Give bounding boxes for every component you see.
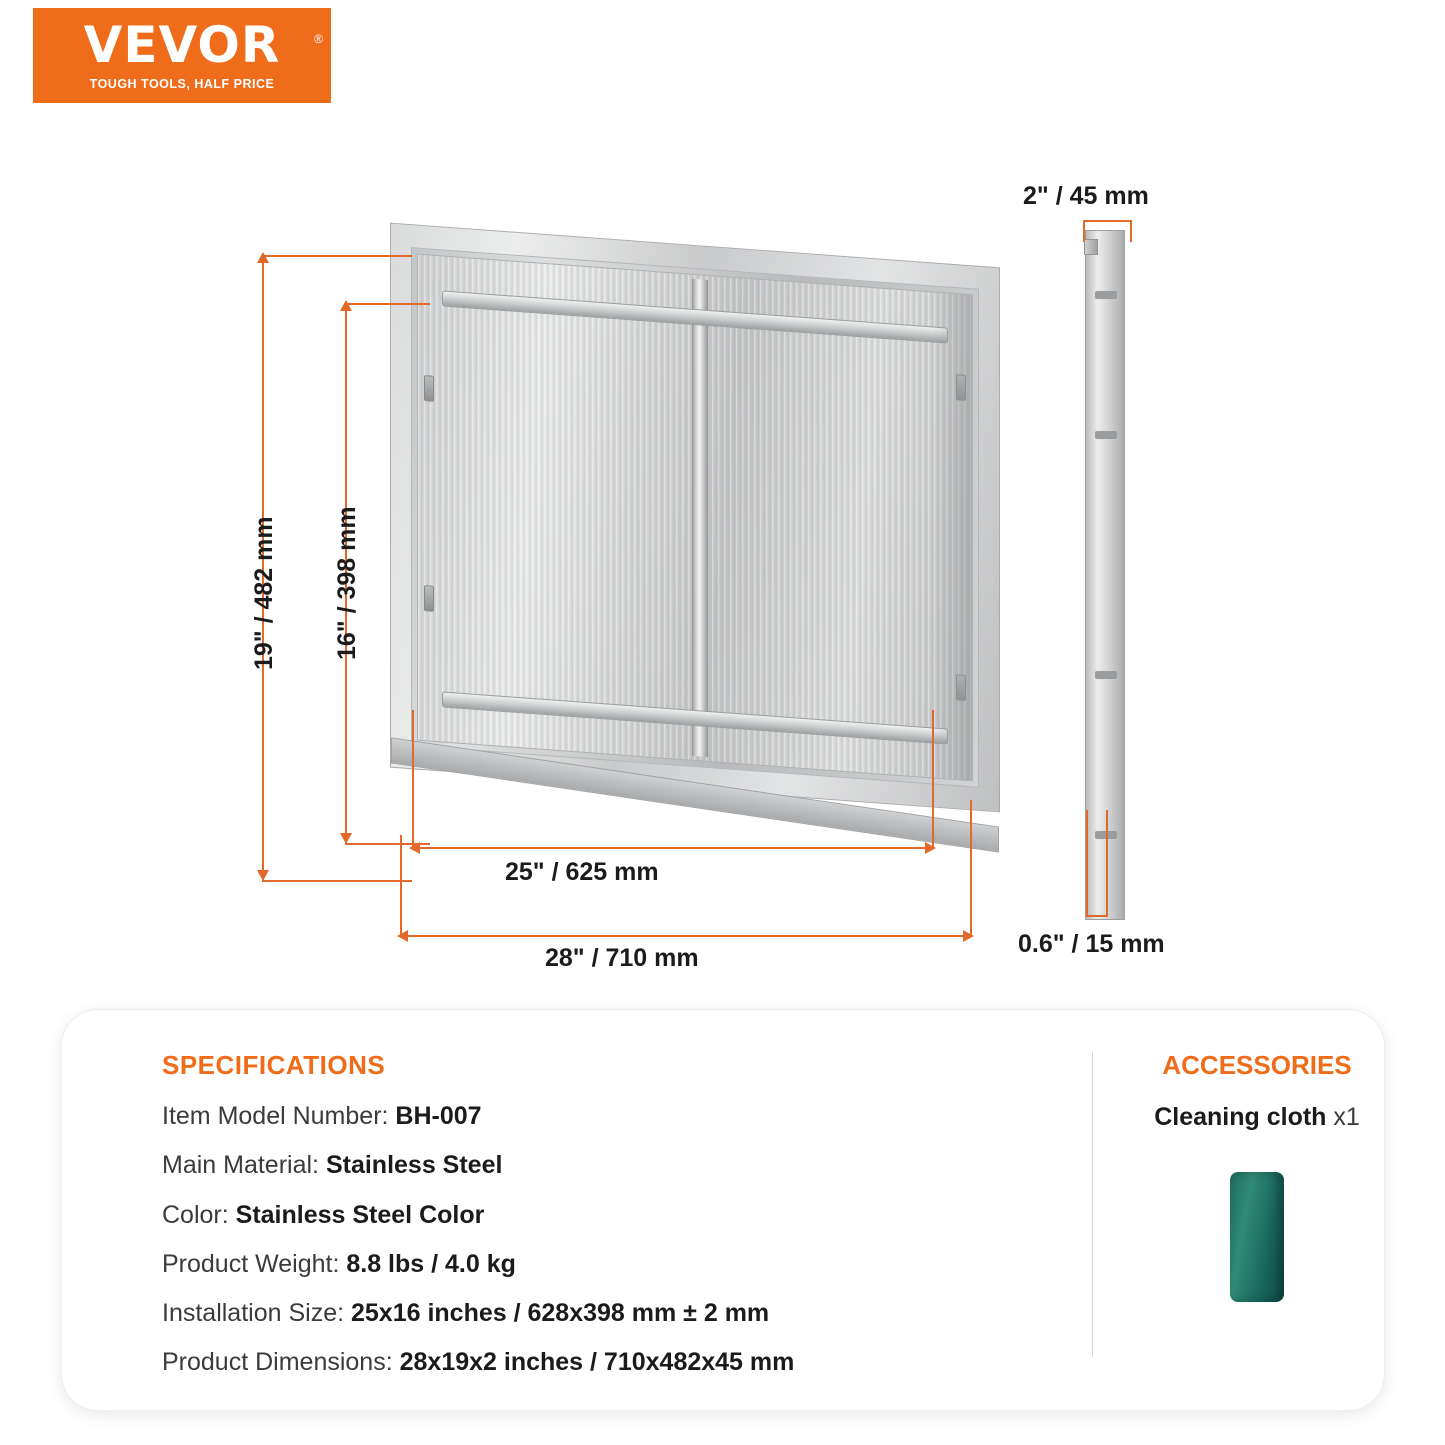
- side-notch-mid-lower: [1095, 671, 1117, 679]
- extline-depth-left: [1083, 220, 1085, 242]
- brand-logo: [33, 8, 331, 103]
- cleaning-cloth-image: [1230, 1172, 1284, 1302]
- extline-flange-left: [1086, 810, 1088, 915]
- spec-value: Stainless Steel Color: [235, 1200, 485, 1229]
- dim-depth-label: 2" / 45 mm: [1023, 182, 1149, 210]
- side-notch-upper: [1095, 291, 1117, 299]
- spec-value: Stainless Steel: [325, 1151, 503, 1180]
- dimline-cutout-width: [412, 847, 932, 849]
- arrowhead-cutout-height-top: [340, 300, 352, 311]
- spec-value: 8.8 lbs / 4.0 kg: [346, 1249, 516, 1278]
- spec-row: [162, 1347, 992, 1378]
- arrowhead-cutout-width-right: [925, 842, 936, 854]
- spec-row: [162, 1298, 992, 1329]
- registered-mark: ®: [314, 32, 323, 46]
- arrowhead-overall-width-right: [963, 930, 974, 942]
- product-dimension-diagram: [0, 110, 1445, 1000]
- extline-overall-height-bottom: [262, 880, 412, 882]
- dim-overall-height-label: 19" / 482 mm: [250, 516, 278, 670]
- dimline-depth: [1083, 220, 1131, 222]
- side-top-tab: [1084, 239, 1098, 255]
- extline-cutout-height-top: [345, 303, 430, 305]
- brand-tagline: TOUGH TOOLS, HALF PRICE: [89, 77, 275, 91]
- dim-cutout-width-label: 25" / 625 mm: [505, 858, 659, 886]
- spec-label: Main Material:: [162, 1151, 319, 1180]
- accessory-item: [1137, 1103, 1377, 1132]
- specifications-title: SPECIFICATIONS: [162, 1050, 386, 1080]
- dim-overall-width-label: 28" / 710 mm: [545, 944, 699, 972]
- hinge-left-lower: [424, 585, 434, 612]
- door-center-seam: [692, 279, 708, 757]
- specifications-section: [162, 1050, 992, 1397]
- spec-label: Product Weight:: [162, 1249, 340, 1278]
- door-inner-frame: [411, 247, 979, 788]
- spec-label: Color:: [162, 1200, 229, 1229]
- spec-label: Product Dimensions:: [162, 1348, 393, 1377]
- spec-row: [162, 1101, 992, 1132]
- extline-flange-right: [1106, 810, 1108, 915]
- accessory-name: Cleaning cloth: [1154, 1103, 1327, 1131]
- extline-overall-width-left: [400, 835, 402, 935]
- arrowhead-overall-width-left: [397, 930, 408, 942]
- accessories-section: [1137, 1050, 1377, 1302]
- spec-value: BH-007: [395, 1102, 482, 1130]
- spec-label: Installation Size:: [162, 1299, 345, 1327]
- spec-row: [162, 1200, 992, 1231]
- door-outer-frame: [390, 223, 1000, 813]
- spec-label: Item Model Number:: [162, 1102, 389, 1130]
- side-notch-mid-upper: [1095, 431, 1117, 439]
- arrowhead-overall-height-top: [257, 252, 269, 263]
- extline-cutout-width-right: [932, 710, 934, 847]
- spec-value: 28x19x2 inches / 710x482x45 mm: [399, 1348, 795, 1377]
- product-side-view: [1085, 230, 1125, 920]
- extline-overall-width-right: [970, 800, 972, 935]
- panel-edge-shading: [932, 292, 972, 780]
- arrowhead-cutout-width-left: [409, 842, 420, 854]
- hinge-left-upper: [424, 375, 434, 402]
- accessory-quantity: x1: [1333, 1103, 1360, 1131]
- card-divider: [1092, 1052, 1093, 1357]
- info-card: [62, 1010, 1384, 1410]
- dimline-overall-width: [400, 935, 970, 937]
- extline-overall-height-top: [262, 255, 412, 257]
- spec-value: 25x16 inches / 628x398 mm ± 2 mm: [351, 1299, 770, 1327]
- product-front-view: [390, 245, 1000, 810]
- dim-cutout-height-label: 16" / 398 mm: [333, 506, 361, 660]
- spec-row: [162, 1150, 992, 1181]
- spec-row: [162, 1249, 992, 1280]
- door-panel: [417, 254, 973, 782]
- dimline-flange: [1086, 915, 1108, 917]
- brand-name: VEVOR: [83, 16, 281, 74]
- extline-depth-right: [1130, 220, 1132, 242]
- side-profile-body: [1085, 230, 1125, 920]
- accessories-title: ACCESSORIES: [1162, 1050, 1352, 1080]
- dim-flange-label: 0.6" / 15 mm: [1018, 930, 1165, 958]
- extline-cutout-width-left: [412, 710, 414, 847]
